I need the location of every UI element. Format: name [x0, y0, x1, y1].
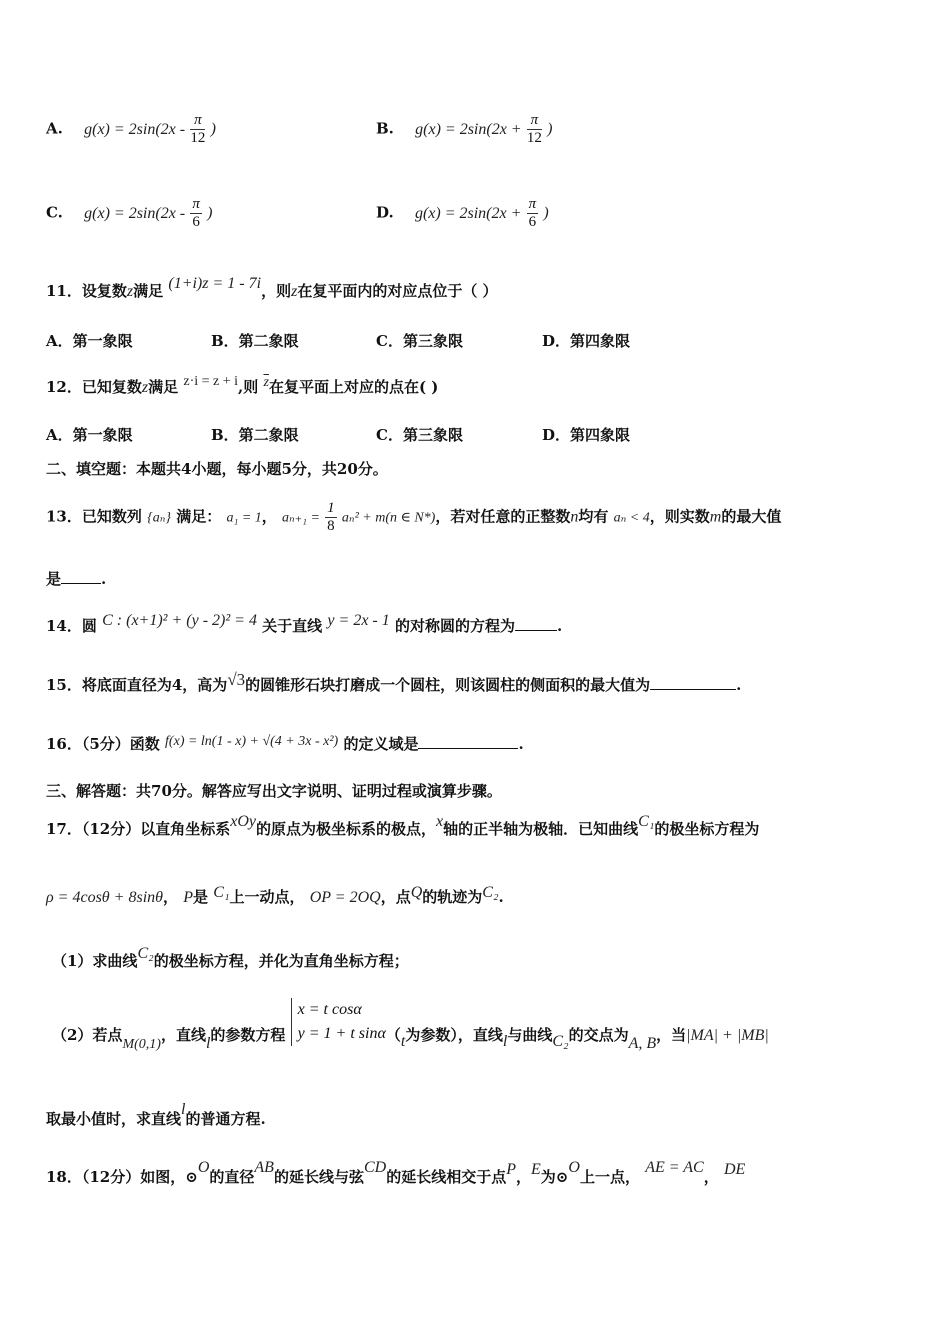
question-13-line2: 是 . [46, 570, 107, 588]
q13-m: m [709, 508, 722, 526]
option-label: D. [376, 203, 394, 222]
q18-text: 18．（12分）如图，⊙ [46, 1168, 198, 1186]
option-expr-close: ) [207, 204, 213, 222]
q13-cond-post: ，则实数 [649, 507, 710, 526]
q12-suffix: 在复平面上对应的点在( ) [268, 378, 439, 396]
fraction: $\frac{1}{8}$ [327, 500, 335, 534]
q17-text: 的轨迹为 [422, 888, 483, 906]
q10-option-c [46, 196, 212, 231]
option-expr: g(x) = 2sin(2x + [414, 204, 522, 222]
q17-text: 轴的正半轴为极轴．已知曲线 [443, 820, 639, 838]
q17-l: l [205, 1035, 211, 1052]
q18-e: E [531, 1161, 541, 1178]
q10-option-a [46, 112, 216, 147]
q13-line2: 是 [46, 570, 62, 588]
q11-prefix: 11．设复数 [46, 282, 127, 300]
q18-text: 的延长线与弦 [273, 1168, 364, 1186]
q18-o: O [568, 1159, 580, 1176]
q18-text: ， [516, 1168, 532, 1186]
q14-line: y = 2x - 1 [327, 612, 390, 629]
q15-suffix: 的圆锥形石块打磨成一个圆柱，则该圆柱的侧面积的最大值为 [245, 676, 651, 694]
q17-q: Q [410, 884, 423, 901]
q17-text: 的普通方程. [185, 1110, 266, 1128]
q11-suffix2: 在复平面内的对应点位于（ ） [297, 282, 498, 300]
q18-p: P [506, 1161, 516, 1178]
q13-cond-mid: 均有 [578, 507, 609, 526]
q17-p: P [183, 889, 194, 906]
question-11 [46, 275, 498, 301]
fraction: $\frac{\pi}{12}$ [526, 112, 542, 146]
option-expr: g(x) = 2sin(2x - [84, 120, 186, 138]
q17-text: 的原点为极坐标系的极点， [256, 820, 437, 838]
q15-prefix: 15．将底面直径为4，高为 [46, 676, 228, 694]
q18-o: O [197, 1159, 210, 1176]
q17-text: ，点 [380, 888, 411, 906]
q17-text: 上一动点， [229, 888, 305, 906]
q17-text: 为参数），直线 [405, 1026, 503, 1044]
q18-cd: CD [363, 1159, 387, 1176]
q18-eq: AE = AC [645, 1159, 704, 1176]
q17-c1: C₁ [638, 813, 655, 830]
q13-cond: aₙ < 4 [613, 510, 650, 526]
q17-c1: C₁ [213, 884, 230, 901]
q17-sum: |MA| + |MB| [686, 1027, 769, 1044]
q11-option-d: D．第四象限 [542, 332, 631, 350]
q17-text: 的参数方程 [210, 1026, 286, 1044]
q12-option-d: D．第四象限 [542, 426, 631, 444]
section-heading-fill-in: 二、填空题：本题共4小题，每小题5分，共20分。 [46, 460, 388, 478]
question-16: 16．（5分）函数 f(x) = ln(1 - x) + √(4 + 3x - x²) 的定义域是 . [46, 734, 524, 753]
q17-op: OP = 2OQ [309, 889, 381, 906]
q17-text: 的极坐标方程，并化为直角坐标方程； [153, 952, 409, 970]
q17-l: l [502, 1033, 508, 1050]
option-expr-close: ) [210, 120, 216, 138]
q13-recur-lhs: aₙ₊₁ = [282, 510, 320, 526]
q17-text: （2）若点 [52, 1026, 123, 1044]
q13-tail: 的最大值 [721, 507, 782, 526]
q14-mid: 关于直线 [262, 617, 323, 635]
q16-prefix: 16．（5分）函数 [46, 735, 160, 753]
q18-de: DE [723, 1161, 746, 1178]
q14-prefix: 14．圆 [46, 617, 97, 635]
q17-ab: A, B [628, 1035, 657, 1052]
q17-m: M(0,1) [122, 1037, 161, 1052]
q17-text: ，直线 [160, 1026, 206, 1044]
answer-blank [61, 569, 101, 584]
option-expr: g(x) = 2sin(2x + [415, 120, 522, 138]
q17-text: 是 [193, 888, 209, 906]
question-12 [46, 376, 438, 397]
q15-sqrt: √3 [227, 670, 246, 689]
q17-text: （1）求曲线 [52, 952, 138, 970]
q12-zbar: $\overline{z}$ [263, 375, 269, 390]
q17-text: 取最小值时，求直线 [46, 1110, 182, 1128]
q11-var: z [126, 283, 134, 300]
q17-text: 与曲线 [507, 1026, 553, 1044]
q11-option-a: A．第一象限 [46, 332, 133, 350]
option-label: B. [376, 119, 394, 138]
q12-prefix: 12．已知复数 [46, 378, 142, 396]
q17-text: ，当 [656, 1026, 687, 1044]
question-15: 15．将底面直径为4，高为√3的圆锥形石块打磨成一个圆柱，则该圆柱的侧面积的最大值为 . [46, 670, 742, 694]
q12-var: z [141, 379, 149, 396]
q17-c2: C₂ [482, 884, 499, 901]
fraction: $\frac{\pi}{6}$ [528, 196, 537, 230]
q13-prefix: 13．已知数列 [46, 507, 142, 526]
param-y: y = 1 + t sinα [297, 1025, 386, 1042]
answer-blank [650, 675, 736, 690]
question-17-part2 [52, 998, 769, 1054]
q12-formula: z·i = z + i [183, 374, 239, 389]
question-13: 13．已知数列 {aₙ} 满足： a₁ = 1， aₙ₊₁ = $\frac{1}{8}$ aₙ² + m(n ∈ N*)，若对任意的正整数n均有 aₙ < 4，则实数m的最大值 [46, 500, 782, 534]
q11-option-c: C．第三象限 [376, 332, 463, 350]
q13-mid: 满足： [176, 507, 222, 526]
option-expr-close: ) [547, 120, 553, 138]
q18-text: 的延长线相交于点 [386, 1168, 507, 1186]
q12-option-c: C．第三象限 [376, 426, 463, 444]
option-expr: g(x) = 2sin(2x - [84, 204, 186, 222]
q17-c2: C₂ [552, 1033, 569, 1050]
section-heading-solutions: 三、解答题：共70分。解答应写出文字说明、证明过程或演算步骤。 [46, 782, 502, 800]
q12-comma: ,则 [238, 378, 259, 396]
question-17-last [46, 1101, 266, 1129]
q18-text: 上一点， [579, 1168, 640, 1186]
q13-n: n [570, 508, 579, 526]
q13-a1: a₁ = 1 [226, 510, 262, 526]
q13-cond-pre: ，若对任意的正整数 [435, 507, 571, 526]
question-14: 14．圆 C : (x+1)² + (y - 2)² = 4 关于直线 y = 2x - 1 的对称圆的方程为 . [46, 612, 563, 635]
q11-suffix1: ，则 [261, 282, 292, 300]
q17-x: x [436, 813, 444, 830]
q17-text: （ [385, 1026, 401, 1044]
question-17-line1 [46, 813, 760, 839]
q18-text: ， [703, 1168, 719, 1186]
q17-rho: ρ = 4cosθ + 8sinθ [46, 889, 163, 906]
q13-seq: {aₙ} [147, 510, 171, 526]
q13-recur-rhs: aₙ² + m(n ∈ N*) [341, 510, 436, 526]
param-system [291, 998, 386, 1046]
q10-option-d [376, 196, 549, 231]
q17-l: l [181, 1101, 186, 1118]
q14-suffix: 的对称圆的方程为 [394, 617, 515, 635]
q18-ab: AB [254, 1159, 274, 1176]
q16-suffix: 的定义域是 [343, 735, 419, 753]
q12-mid: 满足 [148, 378, 179, 396]
question-17-line2: ρ = 4cosθ + 8sinθ， P是 C₁上一动点， OP = 2OQ，点Q的轨迹为C₂. [46, 884, 504, 906]
option-label: A. [46, 119, 63, 138]
q11-mid: 满足 [133, 282, 164, 300]
option-expr-close: ) [543, 204, 549, 222]
q11-var2: z [291, 283, 298, 300]
answer-blank [418, 734, 518, 749]
q11-formula: (1+i)z = 1 - 7i [168, 275, 262, 292]
q17-xoy: xOy [230, 813, 257, 830]
q11-option-b: B．第二象限 [211, 332, 299, 350]
q17-t: t [400, 1033, 406, 1050]
q17-text: 的交点为 [568, 1026, 629, 1044]
q12-option-a: A．第一象限 [46, 426, 133, 444]
q17-c2: C₂ [137, 945, 154, 962]
q18-text: 为⊙ [540, 1168, 569, 1186]
q17-text: 17．（12分）以直角坐标系 [46, 820, 231, 838]
q12-option-b: B．第二象限 [211, 426, 299, 444]
q10-option-b [376, 112, 552, 147]
fraction: $\frac{\pi}{6}$ [192, 196, 200, 230]
q14-circle: C : (x+1)² + (y - 2)² = 4 [102, 612, 257, 629]
q17-text: 的极坐标方程为 [654, 820, 760, 838]
question-18 [46, 1159, 746, 1187]
answer-blank [515, 616, 557, 631]
param-x: x = t cosα [297, 1001, 362, 1018]
question-17-part1 [52, 945, 409, 971]
q16-function: f(x) = ln(1 - x) + √(4 + 3x - x²) [165, 734, 339, 749]
q18-text: 的直径 [209, 1168, 255, 1186]
option-label: C. [46, 203, 63, 222]
fraction: $\frac{\pi}{12}$ [190, 112, 206, 146]
